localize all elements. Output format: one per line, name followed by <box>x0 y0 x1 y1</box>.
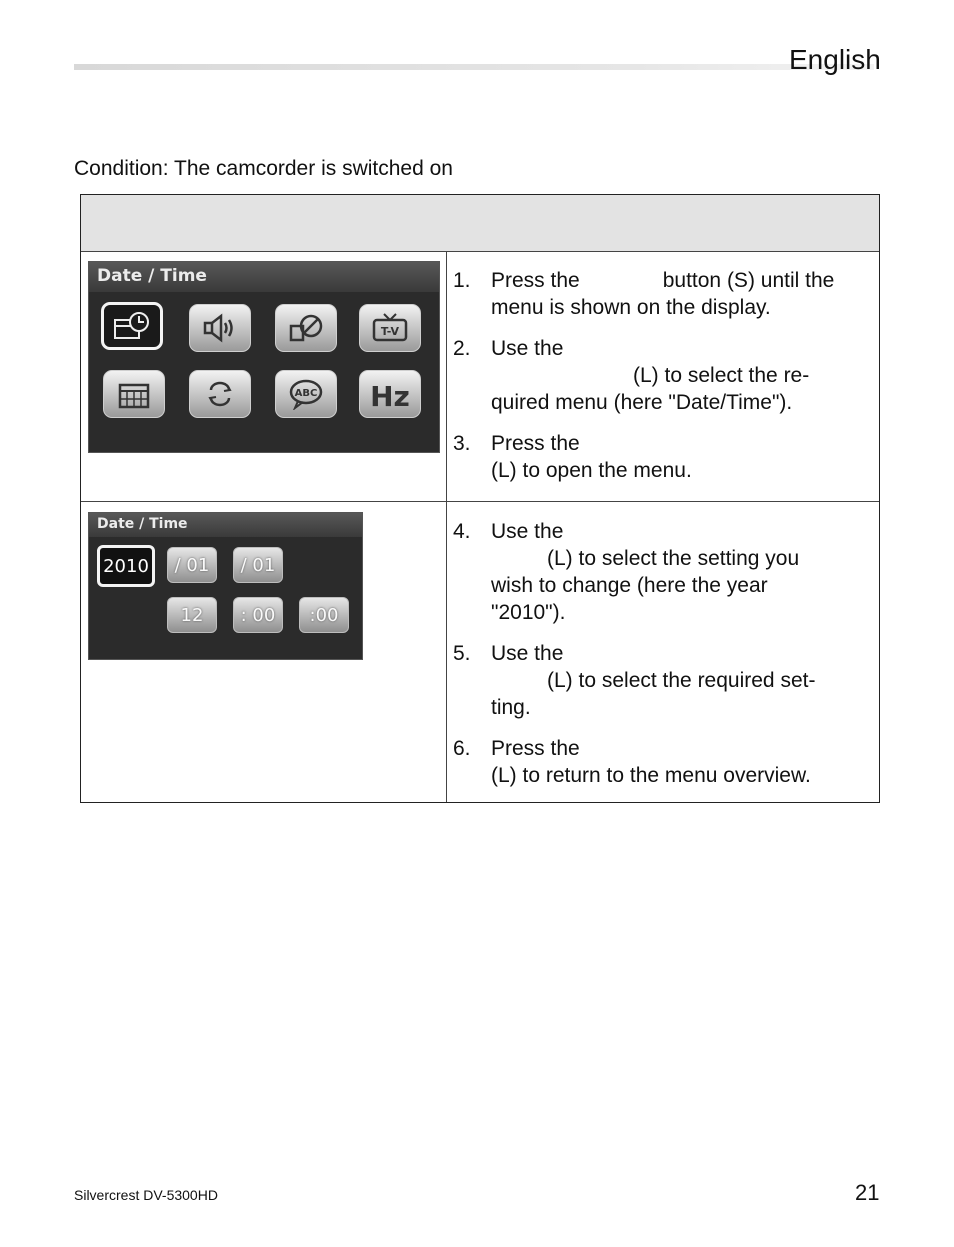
header-rule <box>74 64 874 70</box>
step-4 <box>453 518 815 626</box>
tv-icon-label: T-V <box>380 325 400 338</box>
day-value: / 01 <box>233 547 283 583</box>
step-6 <box>453 735 815 789</box>
screen-title: Date / Time <box>97 266 207 286</box>
step-text: Press the <box>491 737 580 760</box>
frequency-hz-icon <box>359 370 421 418</box>
minute-value: : 00 <box>233 597 283 633</box>
step-text: (L) to return to the menu overview. <box>491 764 811 787</box>
step-text: Use the <box>491 520 564 543</box>
step-text: Press the <box>491 432 580 455</box>
abc-icon-label: ABC <box>294 388 318 399</box>
condition-text: Condition: The camcorder is switched on <box>74 157 453 180</box>
tv-out-icon <box>359 304 421 352</box>
table-row <box>81 502 879 802</box>
screen-title: Date / Time <box>97 516 188 532</box>
year-value: 2010 <box>97 545 155 587</box>
calendar-icon <box>103 370 165 418</box>
menu-overview-screen <box>88 261 440 453</box>
step-text: wish to change (here the year <box>491 574 768 597</box>
table-heading <box>81 195 879 252</box>
step-5 <box>453 640 815 721</box>
step-1 <box>453 267 834 321</box>
footer-model: Silvercrest DV-5300HD <box>74 1187 218 1203</box>
date-time-icon <box>101 302 163 350</box>
hz-icon-label: Hz <box>370 380 410 410</box>
step-number: 4. <box>453 520 471 543</box>
second-value: :00 <box>299 597 349 633</box>
step-text: (L) to select the re- <box>633 364 810 387</box>
step-2 <box>453 335 834 416</box>
instruction-table <box>80 194 880 803</box>
date-time-settings-screen <box>88 512 363 660</box>
step-number: 1. <box>453 269 471 292</box>
reset-icon <box>189 370 251 418</box>
step-text: Press the <box>491 269 580 292</box>
language-label: English <box>789 44 881 75</box>
step-number: 6. <box>453 737 471 760</box>
step-text: menu is shown on the display. <box>491 296 771 319</box>
step-text: button (S) until the <box>662 269 835 292</box>
step-text: (L) to select the setting you <box>547 547 800 570</box>
month-value: / 01 <box>167 547 217 583</box>
step-number: 2. <box>453 337 471 360</box>
step-number: 5. <box>453 642 471 665</box>
sound-icon <box>189 304 251 352</box>
table-row <box>81 251 879 502</box>
step-text: quired menu (here "Date/Time"). <box>491 391 793 414</box>
step-number: 3. <box>453 432 471 455</box>
step-text: (L) to select the required set- <box>547 669 816 692</box>
step-text: "2010"). <box>491 601 566 624</box>
step-text: Use the <box>491 642 564 665</box>
step-text: ting. <box>491 696 531 719</box>
language-icon <box>275 370 337 418</box>
hour-value: 12 <box>167 597 217 633</box>
steps-list <box>453 518 815 803</box>
step-text: Use the <box>491 337 564 360</box>
step-3 <box>453 430 834 484</box>
step-text: (L) to open the menu. <box>491 459 692 482</box>
battery-saver-icon <box>275 304 337 352</box>
steps-list <box>453 267 834 498</box>
page-number: 21 <box>855 1180 880 1205</box>
